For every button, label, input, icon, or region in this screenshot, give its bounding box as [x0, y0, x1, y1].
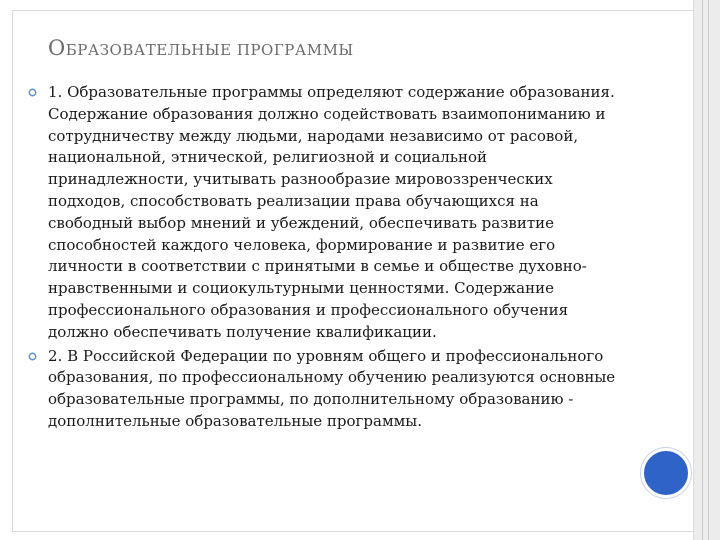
bullet-icon	[28, 88, 37, 97]
list-item-text: 1. Образовательные программы определяют содержание образования. Содержание образования должно содействовать взаимопониманию и сотрудничеству между людьми, народами независимо от расовой, национальной, этнической, религиозной и социальной принадлежности, учитывать разнообразие мировоззренческих подходов, способствовать реализации права обучающихся на свободный выбор мнений и убеждений, обеспечивать развитие способностей каждого человека, формирование и развитие его личности в соответствии с принятыми в семье и обществе духовно-нравственными и социокультурными ценностями. Содержание профессионального образования и профессионального обучения должно обеспечивать получение квалификации.	[48, 83, 615, 341]
content-list	[28, 82, 620, 435]
title-first-letter: О	[48, 36, 66, 60]
bullet-icon	[28, 352, 37, 361]
list-item	[28, 82, 620, 344]
decorative-line	[708, 0, 709, 540]
decorative-line	[702, 0, 703, 540]
right-decorative-bar	[693, 0, 720, 540]
list-item	[28, 346, 620, 433]
title-rest: БРАЗОВАТЕЛЬНЫЕ ПРОГРАММЫ	[65, 41, 354, 59]
list-item-text: 2. В Российской Федерации по уровням общего и профессионального образования, по профессиональному обучению реализуются основные образовательные программы, по дополнительному образованию - дополнительные образовательные программы.	[48, 346, 616, 430]
decorative-circle-icon	[641, 448, 691, 498]
slide-title	[48, 36, 354, 60]
